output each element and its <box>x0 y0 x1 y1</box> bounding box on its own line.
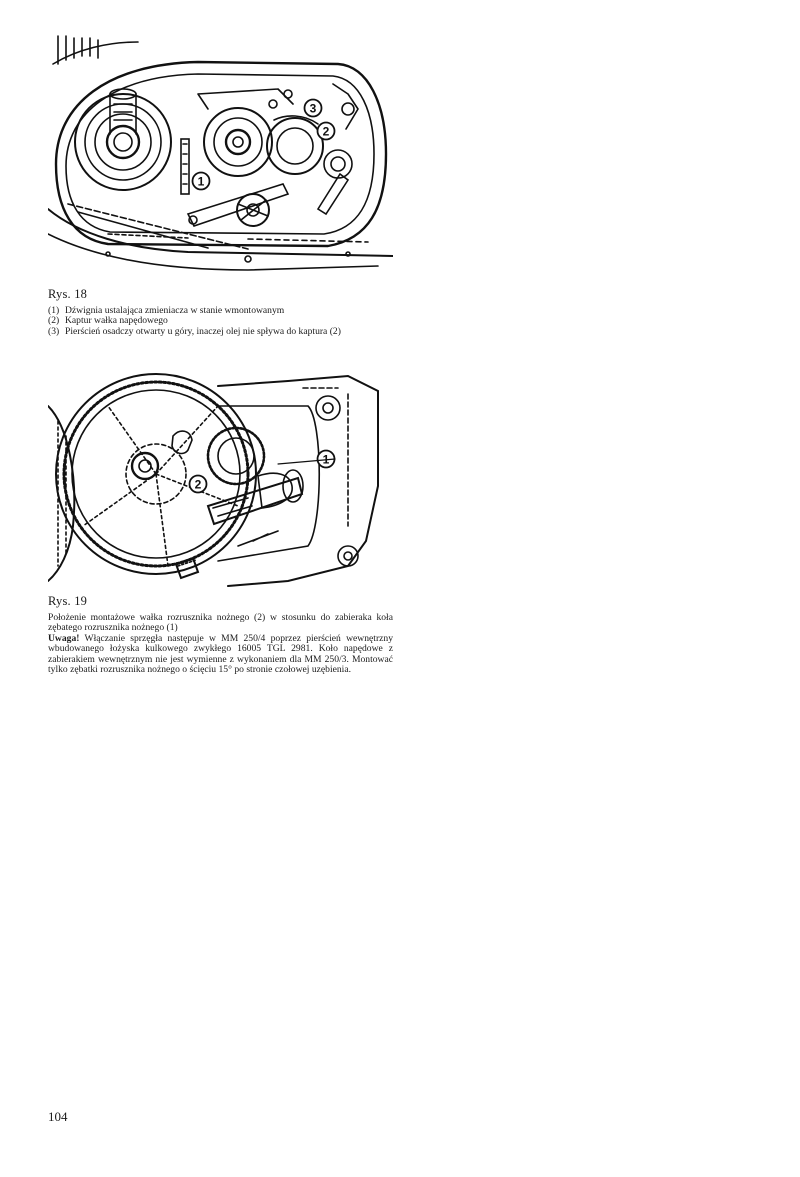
figure-18-title: Rys. 18 <box>48 287 88 301</box>
legend-number: (1) <box>48 305 60 316</box>
callout-2 <box>318 123 335 140</box>
note-label: Uwaga! <box>48 632 80 644</box>
figure-19-caption <box>48 594 393 675</box>
legend-text: Dźwignia ustalająca zmieniacza w stanie wmontowanym <box>65 305 285 316</box>
note-text: Włączanie sprzęgła następuje w MM 250/4 poprzez pierścień wewnętrzny wbudowanego łożyska kulkowego zwykłego 16005 TGL 2981. Koło napędowe z zabierakiem wewnętrznym nie jest wymienne z wykonaniem dla MM 250/3. Montować tylko zębatki rozrusznika nożnego o ścięciu 15° po stronie czołowej uzębienia. <box>48 632 393 676</box>
legend-text: Kaptur wałka napędowego <box>65 315 168 327</box>
callout-3 <box>305 100 322 117</box>
figure-18-caption <box>48 287 393 337</box>
callout-1 <box>193 173 210 190</box>
legend-number: (3) <box>48 325 60 337</box>
legend-item <box>48 327 393 337</box>
figure-rys-18-image <box>48 34 393 280</box>
figure-19-description <box>48 613 393 675</box>
legend-number: (2) <box>48 315 60 327</box>
description-text: Położenie montażowe wałka rozrusznika nożnego (2) w stosunku do zabieraka koła zębatego rozrusznika nożnego (1) <box>48 612 393 634</box>
svg-text:2: 2 <box>322 124 330 139</box>
svg-text:1: 1 <box>197 174 205 189</box>
figure-rys-19-image <box>48 366 393 588</box>
figure-18-legend <box>48 306 393 337</box>
page-number: 104 <box>48 1109 68 1124</box>
figure-19-title: Rys. 19 <box>48 594 88 608</box>
svg-text:3: 3 <box>309 101 317 116</box>
svg-text:2: 2 <box>194 477 202 492</box>
callout-2 <box>190 476 207 493</box>
legend-text: Pierścień osadczy otwarty u góry, inaczej olej nie spływa do kaptura (2) <box>65 325 341 337</box>
svg-text:1: 1 <box>322 452 330 467</box>
